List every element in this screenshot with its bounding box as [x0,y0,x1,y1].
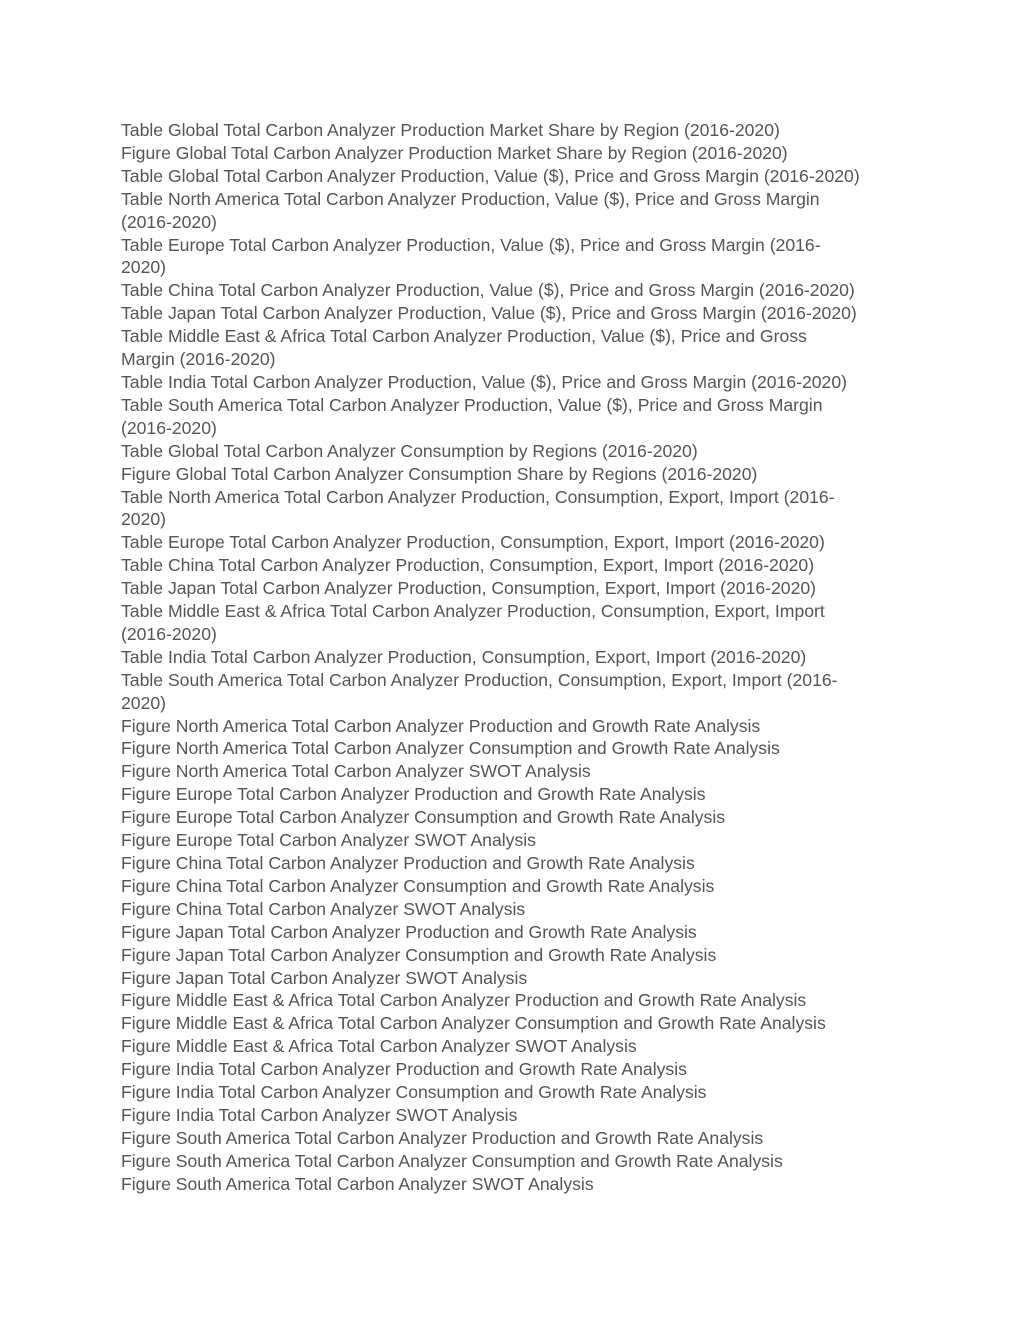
list-item-line: Table Middle East & Africa Total Carbon Analyzer Production, Consumption, Export, Import [121,601,825,622]
list-item-line: Figure Global Total Carbon Analyzer Production Market Share by Region (2016-2020) [121,142,788,163]
list-item [121,1127,911,1150]
list-item-line: Table China Total Carbon Analyzer Production, Value ($), Price and Gross Margin (2016-2020) [121,280,855,301]
list-item [121,302,911,325]
list-item [121,325,911,371]
list-item-line: Table Global Total Carbon Analyzer Production, Value ($), Price and Gross Margin (2016-2020) [121,165,860,186]
list-item [121,852,911,875]
list-item [121,554,911,577]
list-item-line: Table China Total Carbon Analyzer Production, Consumption, Export, Import (2016-2020) [121,555,815,576]
list-item [121,921,911,944]
list-item [121,1058,911,1081]
list-item-line: Figure China Total Carbon Analyzer SWOT Analysis [121,898,526,919]
list-item-line: Figure India Total Carbon Analyzer Production and Growth Rate Analysis [121,1059,687,1080]
list-item-line: (2016-2020) [121,211,217,232]
list-item-line: Figure India Total Carbon Analyzer Consumption and Growth Rate Analysis [121,1082,707,1103]
list-item-line: Figure Middle East & Africa Total Carbon Analyzer Production and Growth Rate Analysis [121,990,807,1011]
list-item [121,463,911,486]
list-item [121,989,911,1012]
list-item-line: Figure South America Total Carbon Analyzer SWOT Analysis [121,1173,594,1194]
list-item-line: Table Global Total Carbon Analyzer Consumption by Regions (2016-2020) [121,440,698,461]
list-item [121,875,911,898]
list-item-line: Margin (2016-2020) [121,349,276,370]
list-item [121,531,911,554]
list-item [121,486,911,532]
list-item-line: Figure China Total Carbon Analyzer Production and Growth Rate Analysis [121,853,695,873]
list-item [121,142,911,165]
list-item [121,1012,911,1035]
list-item [121,1150,911,1173]
list-item [121,967,911,990]
list-item-line: Table Middle East & Africa Total Carbon Analyzer Production, Value ($), Price and Gross [121,326,807,347]
list-item [121,440,911,463]
list-item-line: Table South America Total Carbon Analyzer Production, Value ($), Price and Gross Margin [121,394,823,415]
table-of-figures-list [121,119,911,1196]
list-item [121,737,911,760]
list-item-line: Table India Total Carbon Analyzer Production, Consumption, Export, Import (2016-2020) [121,646,807,667]
list-item [121,1081,911,1104]
list-item-line: Figure Japan Total Carbon Analyzer SWOT Analysis [121,967,528,988]
list-item-line: Figure Japan Total Carbon Analyzer Production and Growth Rate Analysis [121,921,697,942]
list-item-line: Table Europe Total Carbon Analyzer Production, Value ($), Price and Gross Margin (2016- [121,234,821,255]
list-item-line: Table Japan Total Carbon Analyzer Production, Value ($), Price and Gross Margin (2016-2020) [121,303,857,324]
list-item-line: Table South America Total Carbon Analyzer Production, Consumption, Export, Import (2016- [121,669,838,690]
list-item [121,1173,911,1196]
list-item-line: Figure Global Total Carbon Analyzer Consumption Share by Regions (2016-2020) [121,463,758,484]
list-item [121,188,911,234]
list-item-line: Table India Total Carbon Analyzer Production, Value ($), Price and Gross Margin (2016-2020) [121,371,847,392]
list-item-line: Figure India Total Carbon Analyzer SWOT Analysis [121,1104,518,1125]
list-item-line: Table North America Total Carbon Analyzer Production, Consumption, Export, Import (2016- [121,486,835,507]
list-item-line: Figure Japan Total Carbon Analyzer Consumption and Growth Rate Analysis [121,944,717,965]
list-item [121,760,911,783]
list-item [121,783,911,806]
list-item-line: 2020) [121,692,166,713]
list-item-line: (2016-2020) [121,623,217,644]
list-item-line: Figure China Total Carbon Analyzer Consumption and Growth Rate Analysis [121,875,715,896]
list-item [121,577,911,600]
list-item [121,279,911,302]
list-item [121,394,911,440]
list-item [121,600,911,646]
list-item-line: Table Japan Total Carbon Analyzer Production, Consumption, Export, Import (2016-2020) [121,578,817,599]
list-item [121,806,911,829]
list-item-line: Figure Middle East & Africa Total Carbon Analyzer Consumption and Growth Rate Analysis [121,1013,826,1034]
list-item-line: Figure Europe Total Carbon Analyzer Production and Growth Rate Analysis [121,784,706,805]
list-item-line: (2016-2020) [121,417,217,438]
list-item [121,119,911,142]
list-item-line: Figure Europe Total Carbon Analyzer SWOT Analysis [121,830,536,851]
list-item-line: Figure North America Total Carbon Analyzer Consumption and Growth Rate Analysis [121,738,780,759]
document-page [121,119,911,1196]
list-item-line: Figure Europe Total Carbon Analyzer Consumption and Growth Rate Analysis [121,807,726,828]
list-item-line: Table North America Total Carbon Analyzer Production, Value ($), Price and Gross Margin [121,188,820,209]
list-item-line: Figure South America Total Carbon Analyzer Production and Growth Rate Analysis [121,1127,764,1148]
list-item-line: Table Europe Total Carbon Analyzer Production, Consumption, Export, Import (2016-2020) [121,532,825,553]
list-item-line: Figure North America Total Carbon Analyzer SWOT Analysis [121,761,591,782]
list-item [121,646,911,669]
list-item-line: 2020) [121,257,166,278]
list-item [121,165,911,188]
list-item [121,669,911,715]
list-item [121,715,911,738]
list-item [121,1035,911,1058]
list-item [121,234,911,280]
list-item-line: 2020) [121,509,166,530]
list-item-line: Figure South America Total Carbon Analyzer Consumption and Growth Rate Analysis [121,1150,783,1171]
list-item-line: Figure Middle East & Africa Total Carbon Analyzer SWOT Analysis [121,1036,637,1057]
list-item [121,944,911,967]
list-item-line: Figure North America Total Carbon Analyzer Production and Growth Rate Analysis [121,715,761,736]
list-item [121,371,911,394]
list-item [121,898,911,921]
list-item-line: Table Global Total Carbon Analyzer Production Market Share by Region (2016-2020) [121,120,780,140]
list-item [121,829,911,852]
list-item [121,1104,911,1127]
